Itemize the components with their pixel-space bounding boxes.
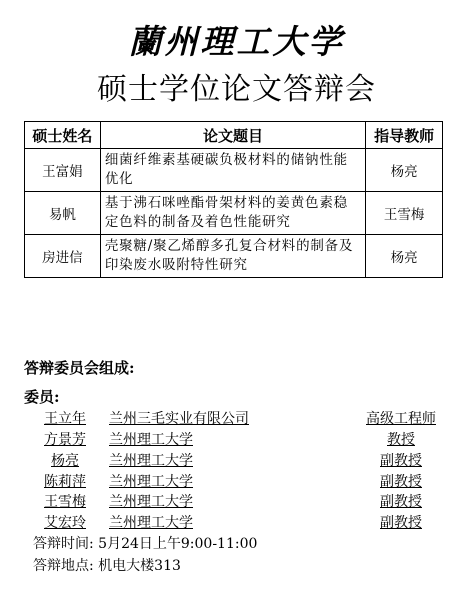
member-organization: 兰州理工大学 [109, 515, 193, 531]
member-name: 王立年 [44, 411, 86, 427]
table-row [25, 192, 443, 235]
university-logo: 蘭州理工大学 [128, 22, 345, 61]
defense-place-label: 答辩地点: [33, 558, 94, 574]
defense-time [33, 534, 257, 554]
thesis-topic: 壳聚糖/聚乙烯醇多孔复合材料的制备及印染废水吸附特性研究 [100, 235, 365, 278]
defense-table [24, 121, 443, 278]
committee-member-row [0, 513, 473, 534]
member-title: 教授 [387, 432, 415, 448]
student-name: 易帆 [25, 192, 101, 235]
member-title: 高级工程师 [366, 411, 436, 427]
member-organization: 兰州三毛实业有限公司 [109, 411, 249, 427]
table-row [25, 235, 443, 278]
thesis-topic: 细菌纤维素基硬碳负极材料的储钠性能优化 [100, 149, 365, 192]
member-name: 王雪梅 [44, 494, 86, 510]
table-header-row [25, 122, 443, 149]
member-title: 副教授 [380, 515, 422, 531]
table-row [25, 149, 443, 192]
members-heading: 委员: [24, 388, 60, 406]
member-title: 副教授 [380, 494, 422, 510]
advisor-name: 杨亮 [366, 235, 443, 278]
defense-time-value: 5月24日上午9:00-11:00 [98, 536, 258, 552]
member-organization: 兰州理工大学 [109, 494, 193, 510]
member-organization: 兰州理工大学 [109, 432, 193, 448]
column-header-topic: 论文题目 [100, 122, 365, 149]
member-title: 副教授 [380, 453, 422, 469]
committee-member-row [0, 451, 473, 472]
committee-member-row [0, 409, 473, 430]
member-name: 艾宏玲 [44, 515, 86, 531]
member-title: 副教授 [380, 474, 422, 490]
advisor-name: 杨亮 [366, 149, 443, 192]
column-header-advisor: 指导教师 [366, 122, 443, 149]
committee-member-row [0, 472, 473, 493]
page-title: 硕士学位论文答辩会 [97, 72, 376, 107]
defense-time-label: 答辩时间: [33, 536, 94, 552]
committee-member-row [0, 492, 473, 513]
member-name: 杨亮 [51, 453, 79, 469]
advisor-name: 王雪梅 [366, 192, 443, 235]
committee-heading: 答辩委员会组成: [24, 359, 135, 377]
member-organization: 兰州理工大学 [109, 453, 193, 469]
member-name: 陈莉萍 [44, 474, 86, 490]
thesis-topic: 基于沸石咪唑酯骨架材料的姜黄色素稳定色料的制备及着色性能研究 [100, 192, 365, 235]
defense-place [33, 556, 181, 576]
column-header-student: 硕士姓名 [25, 122, 101, 149]
student-name: 房进信 [25, 235, 101, 278]
student-name: 王富娟 [25, 149, 101, 192]
member-name: 方景芳 [44, 432, 86, 448]
committee-member-row [0, 430, 473, 451]
defense-place-value: 机电大楼313 [98, 558, 181, 574]
member-organization: 兰州理工大学 [109, 474, 193, 490]
